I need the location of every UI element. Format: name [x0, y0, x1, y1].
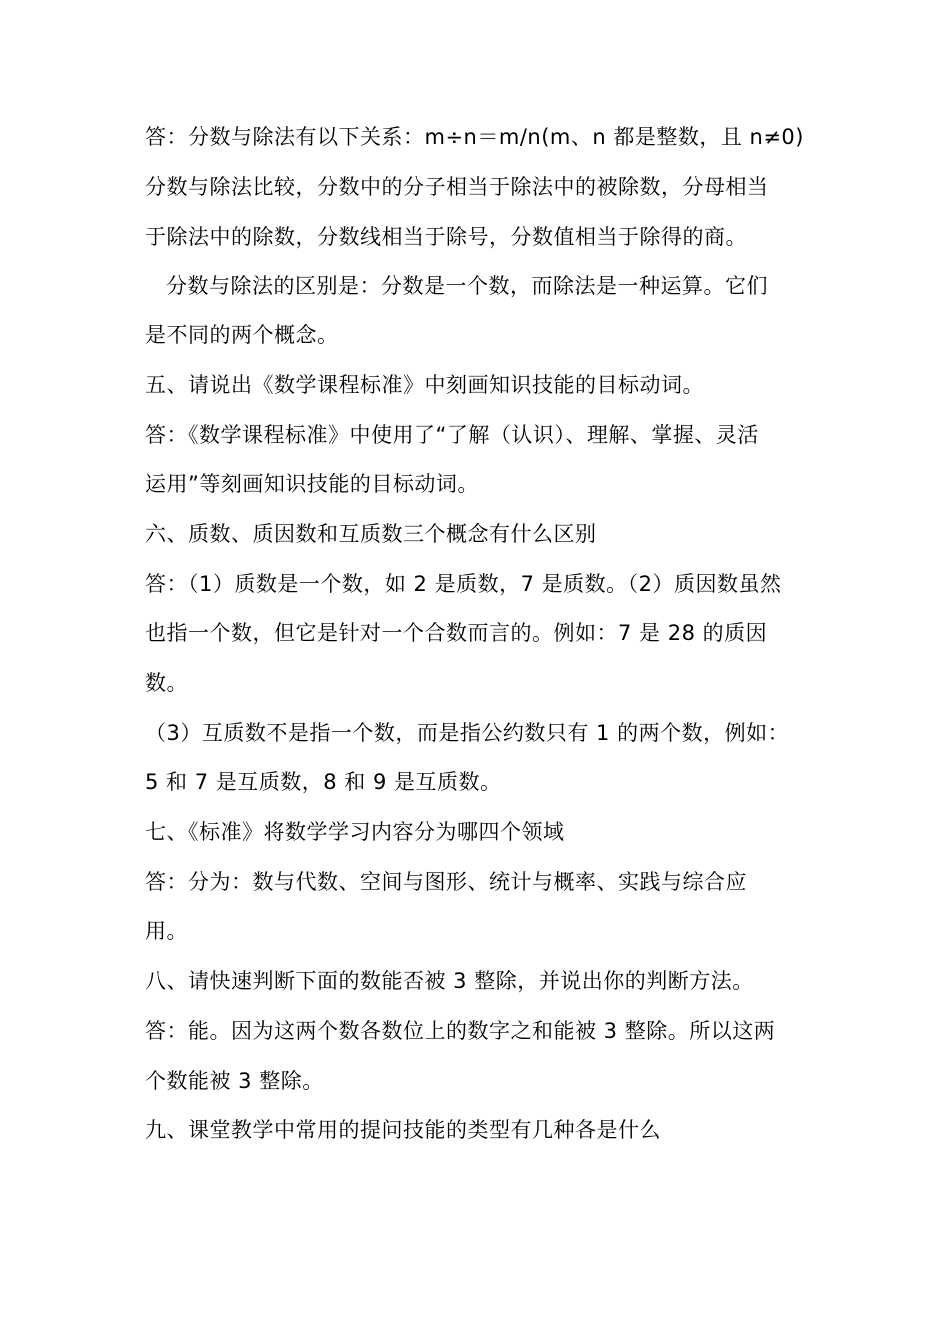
text-line: 5 和 7 是互质数，8 和 9 是互质数。 [145, 770, 502, 794]
section-heading: 五、请说出《数学课程标准》中刻画知识技能的目标动词。 [145, 373, 704, 397]
text-line: 答：《数学课程标准》中使用了“了解（认识）、理解、掌握、灵活 [145, 423, 759, 447]
text-line: 运用”等刻画知识技能的目标动词。 [145, 472, 479, 496]
text-line: 分数与除法的区别是：分数是一个数，而除法是一种运算。它们 [166, 274, 768, 298]
text-line: 答：分数与除法有以下关系：m÷n＝m/n(m、n 都是整数，且 n≠0) [145, 125, 804, 149]
text-line: 答：能。因为这两个数各数位上的数字之和能被 3 整除。所以这两 [145, 1019, 776, 1043]
section-heading: 六、质数、质因数和互质数三个概念有什么区别 [145, 522, 597, 546]
text-line: 也指一个数，但它是针对一个合数而言的。例如：7 是 28 的质因 [145, 621, 768, 645]
section-heading: 八、请快速判断下面的数能否被 3 整除，并说出你的判断方法。 [145, 969, 754, 993]
text-line: 于除法中的除数，分数线相当于除号，分数值相当于除得的商。 [145, 225, 747, 249]
text-line: 答：（1）质数是一个数，如 2 是质数，7 是质数。（2）质因数虽然 [145, 572, 782, 596]
section-heading: 九、课堂教学中常用的提问技能的类型有几种各是什么 [145, 1118, 661, 1142]
section-heading: 七、《标准》将数学学习内容分为哪四个领域 [145, 820, 565, 844]
text-line: 个数能被 3 整除。 [145, 1069, 324, 1093]
text-line: 数。 [145, 671, 188, 695]
text-line: 用。 [145, 919, 188, 943]
text-line: 答：分为：数与代数、空间与图形、统计与概率、实践与综合应 [145, 870, 747, 894]
text-line: 分数与除法比较，分数中的分子相当于除法中的被除数，分母相当 [145, 175, 769, 199]
text-line: （3）互质数不是指一个数，而是指公约数只有 1 的两个数，例如： [145, 721, 790, 745]
text-line: 是不同的两个概念。 [145, 323, 339, 347]
